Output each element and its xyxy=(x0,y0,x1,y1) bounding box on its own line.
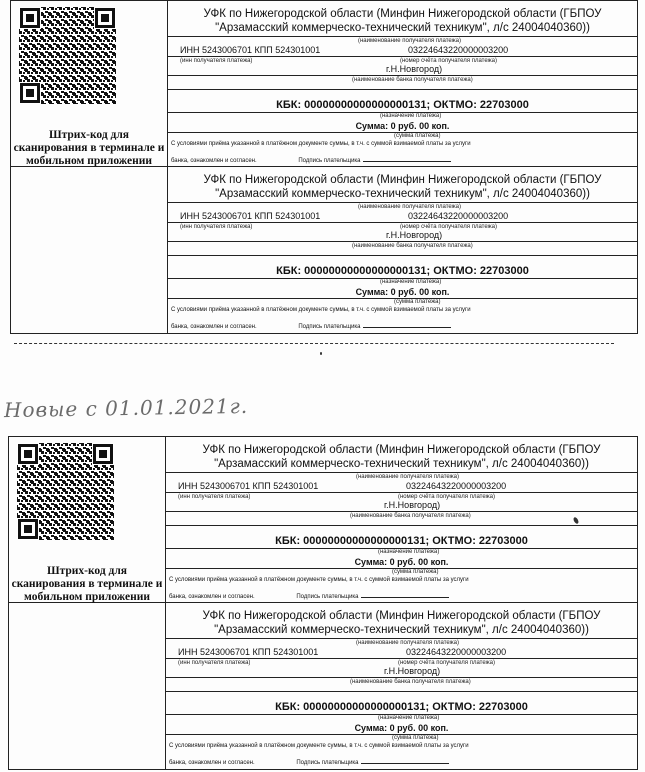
qr-code xyxy=(17,443,114,540)
qr-caption: Штрих-код для сканирования в терминале и мобильном приложении xyxy=(13,129,165,167)
payment-receipt xyxy=(166,603,637,769)
account-number: 03224643220000003200 xyxy=(408,211,509,221)
recipient-label: (наименование получателя платежа) xyxy=(358,38,462,44)
terms-agree: банка, ознакомлен и согласен. Подпись плательщика xyxy=(169,757,449,766)
notice-receipt xyxy=(168,1,637,167)
sum-label: (сумма платежа) xyxy=(394,133,441,139)
cut-line xyxy=(14,343,614,344)
terms-agree: банка, ознакомлен и согласен. Подпись плательщика xyxy=(169,591,449,600)
ink-mark xyxy=(573,516,580,524)
payment-label: (назначение платежа) xyxy=(380,279,442,285)
bank-label: (наименование банка получателя платежа) xyxy=(350,513,471,519)
account-label: (номер счёта получателя платежа) xyxy=(398,494,495,500)
payment-form-top xyxy=(10,0,638,334)
kbk-oktmo: КБК: 00000000000000000131; ОКТМО: 22703000 xyxy=(275,701,528,713)
recipient-name: УФК по Нижегородской области (Минфин Нижегородской области (ГБПОУ "Арзамасский коммерческо-технический техникум", л/с 24004040360)) xyxy=(203,8,602,34)
inn-kpp: ИНН 5243006701 КПП 524301001 xyxy=(180,45,321,55)
bank-label: (наименование банка получателя платежа) xyxy=(350,679,471,685)
recipient-name: УФК по Нижегородской области (Минфин Нижегородской области (ГБПОУ "Арзамасский коммерческо-технический техникум", л/с 24004040360)) xyxy=(203,174,602,200)
handwritten-note: Новые с 01.01.2021г. xyxy=(3,393,249,423)
blank-cell xyxy=(11,167,168,333)
account-number: 03224643220000003200 xyxy=(406,647,507,657)
recipient-label: (наименование получателя платежа) xyxy=(356,474,460,480)
recipient-label: (наименование получателя платежа) xyxy=(356,640,460,646)
payment-label: (назначение платежа) xyxy=(380,113,442,119)
signature-label: Подпись плательщика xyxy=(298,158,361,164)
payment-receipt xyxy=(168,167,637,333)
account-label: (номер счёта получателя платежа) xyxy=(400,224,497,230)
account-number: 03224643220000003200 xyxy=(406,481,507,491)
sum-label: (сумма платежа) xyxy=(392,569,439,575)
inn-label: (инн получателя платежа) xyxy=(180,224,253,230)
inn-kpp: ИНН 5243006701 КПП 524301001 xyxy=(178,481,319,491)
notice-receipt xyxy=(166,437,637,603)
kbk-oktmo: КБК: 00000000000000000131; ОКТМО: 22703000 xyxy=(275,535,528,547)
account-label: (номер счёта получателя платежа) xyxy=(400,58,497,64)
terms-text: С условиями приёма указанной в платёжном документе суммы, в т.ч. с суммой взимаемой платы за услуги xyxy=(169,577,469,583)
payment-sum: Сумма: 0 руб. 00 коп. xyxy=(354,557,449,567)
kbk-oktmo: КБК: 00000000000000000131; ОКТМО: 22703000 xyxy=(276,265,529,277)
account-label: (номер счёта получателя платежа) xyxy=(398,660,495,666)
recipient-name: УФК по Нижегородской области (Минфин Нижегородской области (ГБПОУ "Арзамасский коммерческо-технический техникум", л/с 24004040360)) xyxy=(202,444,601,470)
bank-name: г.Н.Новгород) xyxy=(386,64,443,74)
payment-sum: Сумма: 0 руб. 00 коп. xyxy=(355,121,450,131)
qr-cell xyxy=(11,1,168,167)
payment-sum: Сумма: 0 руб. 00 коп. xyxy=(354,723,449,733)
terms-text: С условиями приёма указанной в платёжном документе суммы, в т.ч. с суммой взимаемой платы за услуги xyxy=(171,307,471,313)
qr-caption: Штрих-код для сканирования в терминале и мобильном приложении xyxy=(11,565,163,603)
recipient-label: (наименование получателя платежа) xyxy=(358,204,462,210)
payment-form-bottom xyxy=(8,436,638,770)
signature-line xyxy=(363,155,451,162)
sum-label: (сумма платежа) xyxy=(392,735,439,741)
bank-name: г.Н.Новгород) xyxy=(384,500,441,510)
signature-label: Подпись плательщика xyxy=(296,594,359,600)
inn-label: (инн получателя платежа) xyxy=(178,494,251,500)
signature-line xyxy=(363,321,451,328)
signature-label: Подпись плательщика xyxy=(296,760,359,766)
signature-label: Подпись плательщика xyxy=(298,324,361,330)
signature-line xyxy=(361,591,449,598)
payment-label: (назначение платежа) xyxy=(378,715,440,721)
inn-label: (инн получателя платежа) xyxy=(180,58,253,64)
inn-kpp: ИНН 5243006701 КПП 524301001 xyxy=(178,647,319,657)
qr-cell xyxy=(9,437,166,603)
inn-label: (инн получателя платежа) xyxy=(178,660,251,666)
terms-agree: банка, ознакомлен и согласен. Подпись плательщика xyxy=(171,155,451,164)
bank-name: г.Н.Новгород) xyxy=(386,230,443,240)
kbk-oktmo: КБК: 00000000000000000131; ОКТМО: 22703000 xyxy=(276,99,529,111)
blank-cell xyxy=(9,603,166,769)
bank-label: (наименование банка получателя платежа) xyxy=(352,243,473,249)
account-number: 03224643220000003200 xyxy=(408,45,509,55)
sum-label: (сумма платежа) xyxy=(394,299,441,305)
recipient-name: УФК по Нижегородской области (Минфин Нижегородской области (ГБПОУ "Арзамасский коммерческо-технический техникум", л/с 24004040360)) xyxy=(202,610,601,636)
signature-line xyxy=(361,757,449,764)
bank-name: г.Н.Новгород) xyxy=(384,666,441,676)
qr-code xyxy=(19,7,116,104)
speck xyxy=(320,352,322,355)
terms-text: С условиями приёма указанной в платёжном документе суммы, в т.ч. с суммой взимаемой платы за услуги xyxy=(171,141,471,147)
inn-kpp: ИНН 5243006701 КПП 524301001 xyxy=(180,211,321,221)
payment-sum: Сумма: 0 руб. 00 коп. xyxy=(355,287,450,297)
payment-label: (назначение платежа) xyxy=(378,549,440,555)
terms-agree: банка, ознакомлен и согласен. Подпись плательщика xyxy=(171,321,451,330)
bank-label: (наименование банка получателя платежа) xyxy=(352,77,473,83)
terms-text: С условиями приёма указанной в платёжном документе суммы, в т.ч. с суммой взимаемой платы за услуги xyxy=(169,743,469,749)
